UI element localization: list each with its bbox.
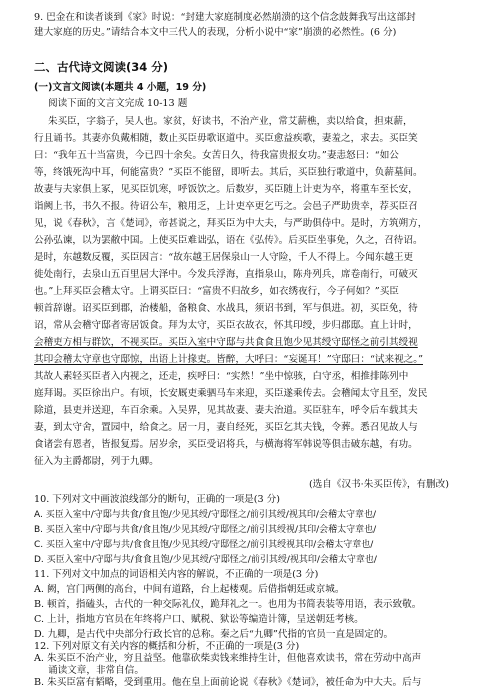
q10-option: A. 买臣入室中/守邸与共食/食且饱/少见其绶/守邸怪之/前引其绶/视其印/会稽太守章也/: [34, 510, 376, 520]
q11-option: D. 九卿，是古代中央部分行政长官的总称。秦之后“九卿”代指的官员一直是固定的。: [34, 629, 394, 640]
q9-line-1: 9. 巴金在和读者谈到《家》时说：“封建大家庭制度必然崩溃的这个信念鼓舞我写出这部封: [34, 12, 416, 23]
passage-line: 征入为主爵都尉，列于九卿。: [34, 456, 159, 467]
passage-line: 等，终饿死沟中耳，何能富贵？”买臣不能留，即听去。其后，买臣独行歌道中，负薪墓间。: [34, 167, 423, 178]
passage-line-wavy: 会稽吏方相与群饮，不视买臣。买臣入室中守邸与共食食且饱少见其绶守邸怪之前引其绶视: [34, 337, 418, 348]
passage-line: 故妻与夫家俱上冢，见买臣饥寒，呼饭饮之。后数岁，买臣随上计吏为卒，将重车至长安，: [34, 184, 418, 195]
reading-instruction: 阅读下面的文言文完成 10-13 题: [48, 98, 188, 109]
q10-option: C. 买臣入室中/守邸与共/食食且饱/少见其绶/守邸怪之/前引其绶视其印/会稽太守章也/: [34, 540, 374, 550]
passage-line: 见，说《春秋》，言《楚词》，帝甚说之，拜买臣为中大夫，与严助俱侍中。是时，方筑朔方，: [34, 218, 428, 229]
q10-option: B. 买臣入室中/守邸与共食/食且饱/少见其绶/守邸怪之/前引其绶视/其印/会稽太守章也/: [34, 525, 377, 535]
passage-line: 其故人素轻买臣者入内视之，还走，疾呼曰：“实然！”坐中惊骇，白守丞，相推排陈列中: [34, 371, 409, 382]
q11-option: C. 上计，指地方官员在年终将户口、赋税、狱讼等编造计簿，呈送朝廷考核。: [34, 614, 364, 625]
passage-line: 顿首辞谢。诏买臣到郡，治楼船，备粮食、水战具，须诏书到，军与俱进。初，买臣免，待: [34, 303, 418, 314]
q12-stem: 12. 下列对原文有关内容的概括和分析，不正确的一项是(3 分): [34, 641, 300, 652]
q9-line-2: 建大家庭的历史。”请结合本文中三代人的表现，分析小说中“家”崩溃的必然性。(6 分): [34, 27, 397, 38]
passage-line: 徙处南行，去泉山五百里居大泽中。今发兵浮海，直指泉山，陈舟列兵，席卷南行，可破灭: [34, 269, 418, 280]
passage-line: 是时，东越数反覆，买臣因言：“故东越王居保泉山一人守险，千人不得上。今闻东越王更: [34, 252, 414, 263]
passage-line: 诣阙上书，书久不报。待诏公车，粮用乏，上计吏卒更乞丐之。会邑子严助贵幸，荐买臣召: [34, 201, 418, 212]
q11-option: A. 阙，宫门两侧的高台，中间有道路，台上起楼观。后借指朝廷或京城。: [34, 584, 345, 595]
passage-line: 也。”上拜买臣会稽太守。上谓买臣曰：“富贵不归故乡，如衣绣夜行，今子何如？”买臣: [34, 286, 399, 297]
section-subtitle: (一)文言文阅读(本题共 4 小题，19 分): [34, 82, 207, 93]
q10-option: D. 买臣入室中/守邸与共/食食且饱/少见其绶/守邸怪之/前引其绶/视其印/会稽太守章也/: [34, 555, 377, 565]
passage-line-wavy: 其印会稽太守章也守邸惊，出语上计掾吏。皆醉，大呼曰：“妄诞耳！”守邸曰：“试来视之。”: [34, 354, 423, 365]
q12-option: B. 朱买臣富有韬略，受到重用。他在皇上面前论说《春秋》《楚词》，被任命为中大夫。后与: [34, 677, 422, 688]
passage-line: 朱买臣，字翁子，吴人也。家贫，好读书，不治产业，常艾薪樵，卖以给食，担束薪，: [48, 116, 413, 127]
q12-option-continued: 诵读文章，非常自信。: [48, 665, 144, 676]
passage-line: 曰：“我年五十当富贵，今已四十余矣。女苦日久，待我富贵报女功。”妻恚怒曰：“如公: [34, 150, 399, 161]
q10-stem: 10. 下列对文中画波浪线部分的断句，正确的一项是(3 分): [34, 494, 281, 505]
passage-source: (选自《汉书·朱买臣传》，有删改): [308, 479, 449, 490]
passage-line: 食诸尝有恩者，皆报复焉。居岁余，买臣受诏将兵，与横海将军韩说等俱击破东越，有功。: [34, 439, 418, 450]
passage-line: 公孙弘谏，以为罢敝中国。上使买臣难诎弘，语在《弘传》。后买臣坐事免，久之，召待诏。: [34, 235, 423, 246]
q11-stem: 11. 下列对文中加点的词语相关内容的解说，不正确的一项是(3 分): [34, 569, 319, 580]
passage-line: 妻，到太守舍，置园中，给食之。居一月，妻自经死，买臣乞其夫钱，令葬。悉召见故人与: [34, 422, 418, 433]
section-title: 二、古代诗文阅读(34 分): [34, 60, 169, 74]
q12-option: A. 朱买臣不治产业，穷且益坚。他靠砍柴卖钱来维持生计，但他喜欢读书，常在劳动中高声: [34, 653, 422, 664]
passage-line: 行且诵书。其妻亦负戴相随，数止买臣毋歌讴道中。买臣愈益疾歌，妻羞之，求去。买臣笑: [34, 133, 418, 144]
q11-option: B. 顿首，指磕头，古代的一种交际礼仪，跪拜礼之一。也用为书简表装等用语，表示致敬。: [34, 599, 422, 610]
passage-line: 诏，常从会稽守邸者寄居饭食。拜为太守，买臣衣故衣，怀其印绶，步归郡邸。直上计时，: [34, 320, 418, 331]
passage-line: 庭拜谒。买臣徐出户。有顷，长安厩吏乘驷马车来迎，买臣遂乘传去。会稽闻太守且至，发民: [34, 388, 428, 399]
passage-line: 除道，县吏并送迎，车百余乘。入吴界，见其故妻、妻夫治道。买臣驻车，呼令后车载其夫: [34, 405, 418, 416]
